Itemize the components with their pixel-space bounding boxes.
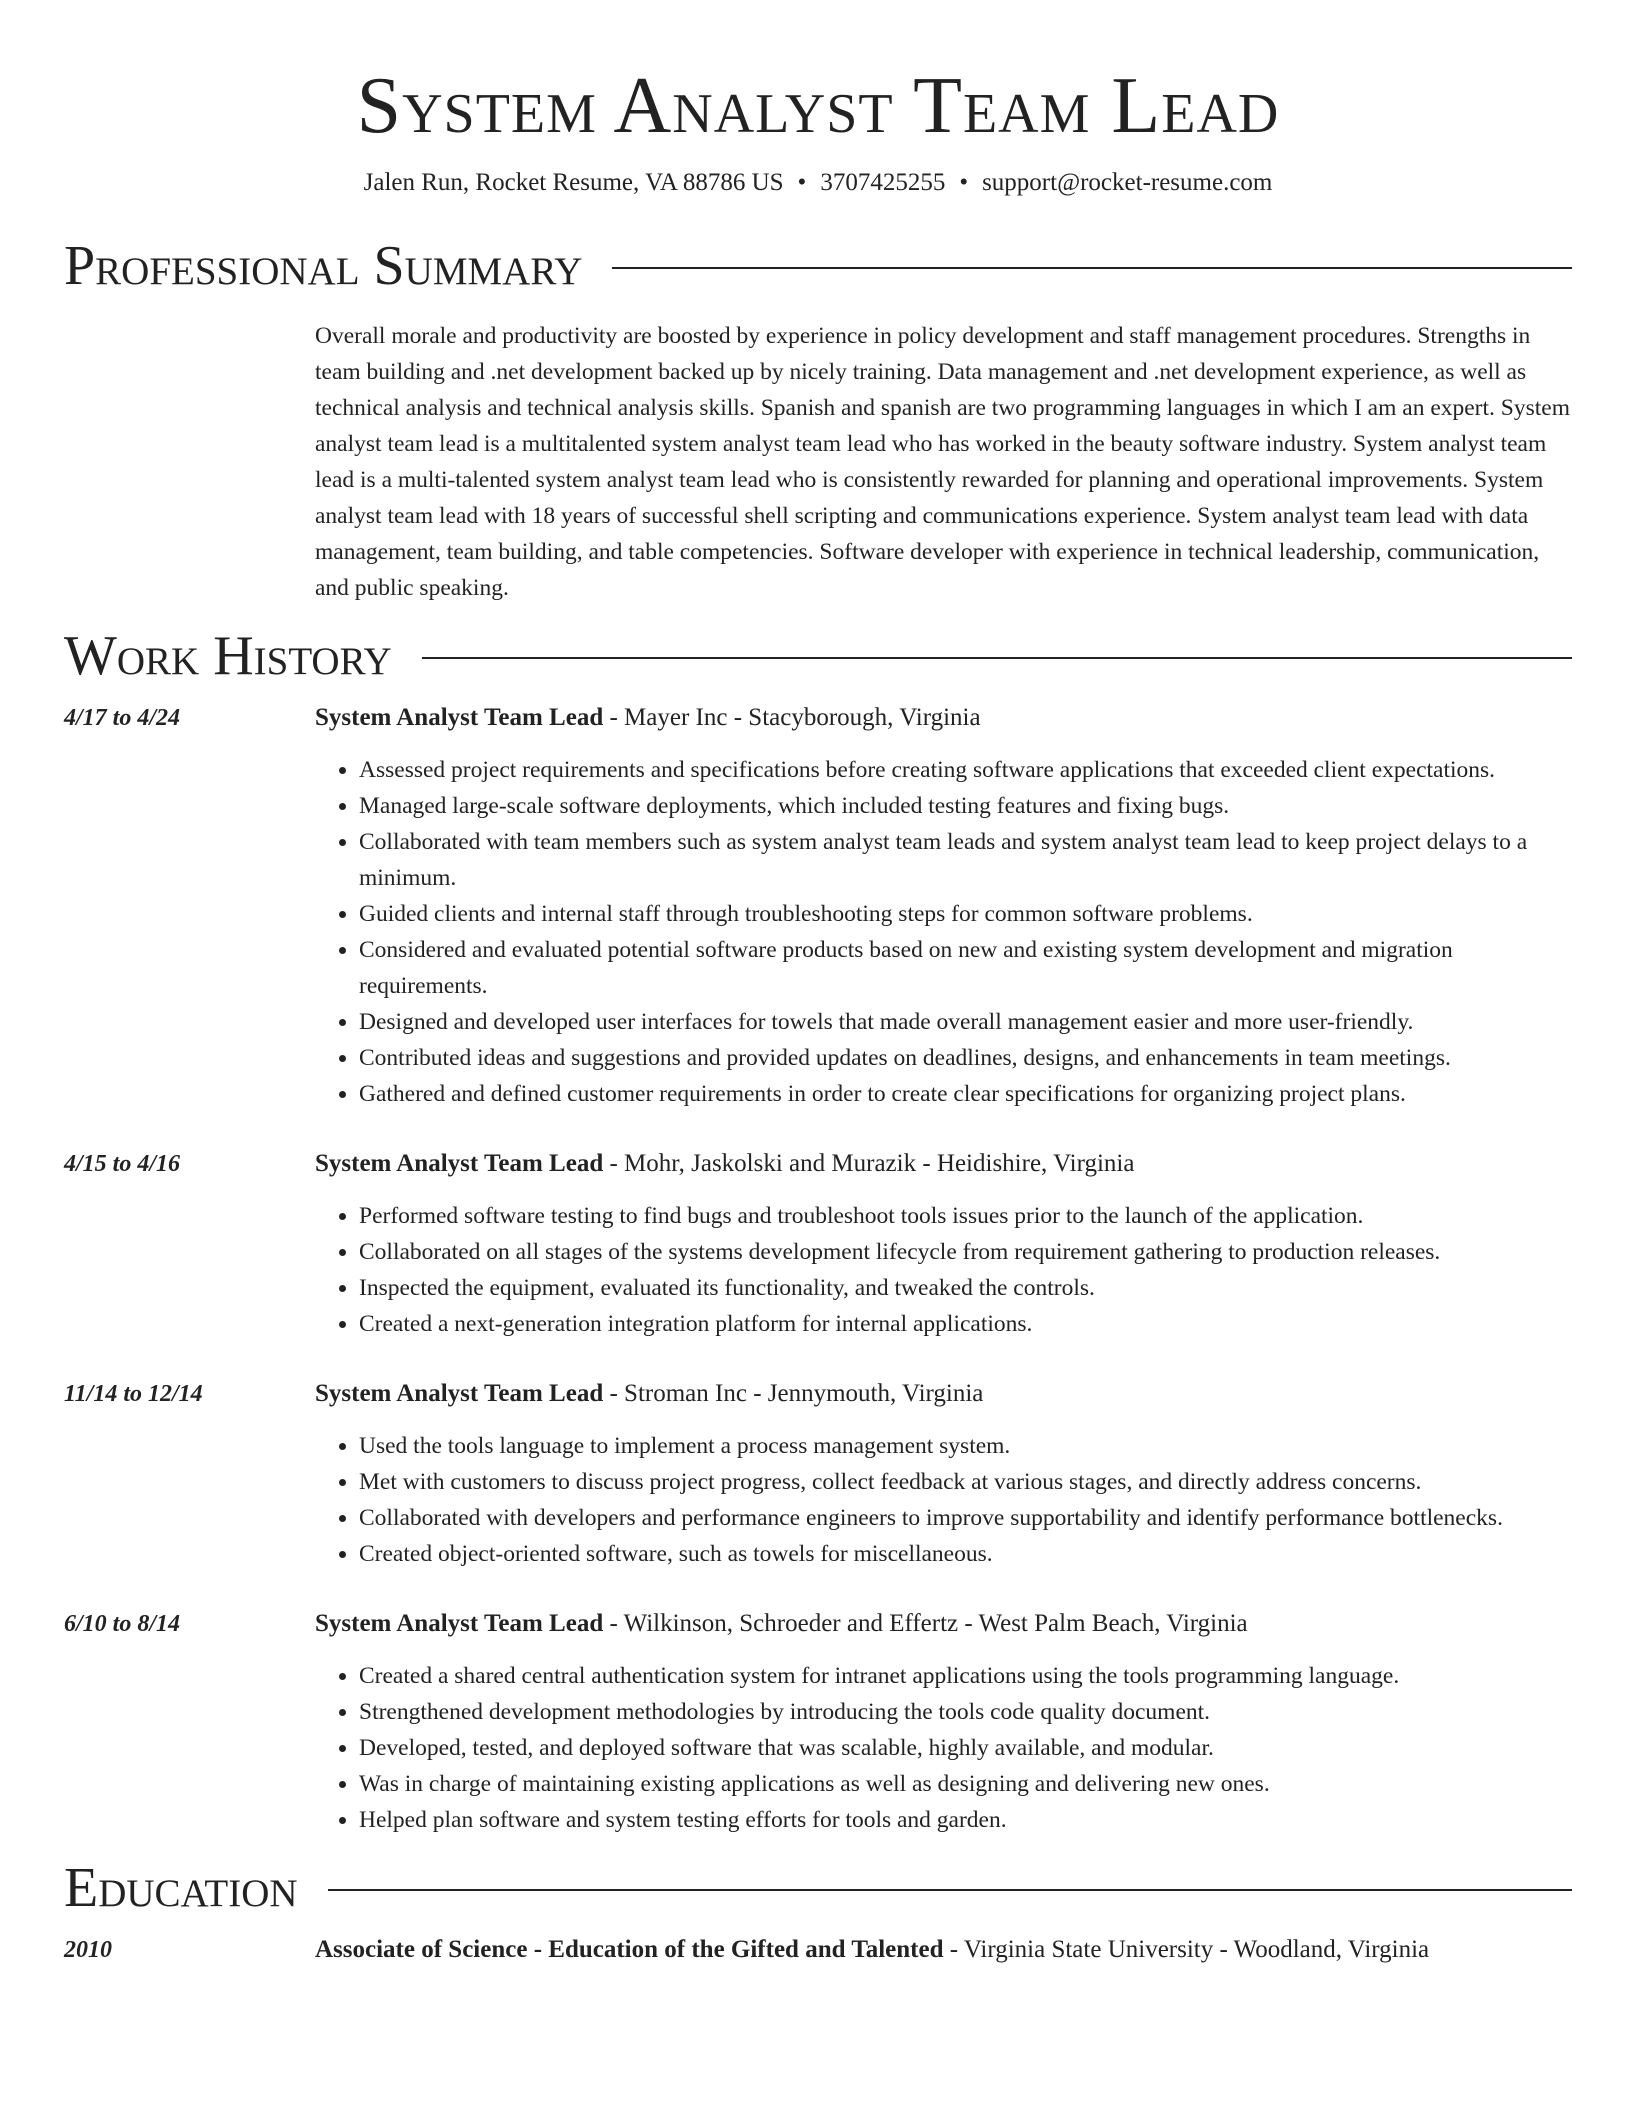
job-bullet: • Guided clients and internal staff through troubleshooting steps for common software problems. [359,896,1572,932]
education-heading-line [315,1932,1429,1968]
job-role: System Analyst Team Lead [315,1150,604,1177]
job-bullet: • Gathered and defined customer requirements in order to create clear specifications for organizing project plans. [359,1076,1572,1112]
job-details: - Stroman Inc - Jennymouth, Virginia [603,1380,984,1407]
job-bullets [315,1198,1572,1342]
job-bullet: • Assessed project requirements and specifications before creating software applications that exceeded client expectations. [359,752,1572,788]
job-bullets [315,1428,1572,1572]
contact-separator: • [959,169,969,196]
education-degree: Associate of Science - Education of the Gifted and Talented [315,1936,944,1963]
section-divider [422,657,1572,659]
contact-phone: 3707425255 [820,169,946,196]
summary-section-header [64,234,1572,298]
job-bullet: • Collaborated with team members such as system analyst team leads and system analyst team lead to keep project delays to a minimum. [359,824,1572,896]
job-body [315,1146,1572,1342]
job-bullet: • Helped plan software and system testing efforts for tools and garden. [359,1802,1572,1838]
job-bullet: • Used the tools language to implement a process management system. [359,1428,1572,1464]
contact-address: Jalen Run, Rocket Resume, VA 88786 US [363,169,784,196]
job-bullet: • Was in charge of maintaining existing applications as well as designing and delivering new ones. [359,1766,1572,1802]
job-bullet: • Performed software testing to find bugs and troubleshoot tools issues prior to the launch of the application. [359,1198,1572,1234]
education-heading: Education [64,1857,298,1919]
job-bullet: • Collaborated on all stages of the systems development lifecycle from requirement gathering to production releases. [359,1234,1572,1270]
job-heading [315,1606,1572,1642]
job-dates: 6/10 to 8/14 [64,1611,181,1637]
job-bullet: • Collaborated with developers and performance engineers to improve supportability and identify performance bottlenecks. [359,1500,1572,1536]
section-divider [328,1889,1572,1891]
summary-text: Overall morale and productivity are boosted by experience in policy development and staff management procedures. Strengths in team building and .net development backed up by nicely training. Data management and .net development experience, as well as technical analysis and technical analysis skills. Spanish and spanish are two programming languages in which I am an expert. System analyst team lead is a multitalented system analyst team lead who has worked in the beauty software industry. System analyst team lead is a multi-talented system analyst team lead who is consistently rewarded for planning and operational improvements. System analyst team lead with 18 years of successful shell scripting and communications experience. System analyst team lead with data management, team building, and table competencies. Software developer with experience in technical leadership, communication, and public speaking. [315,323,1570,601]
job-bullets [315,1658,1572,1838]
contact-separator: • [797,169,807,196]
resume-title: System Analyst Team Lead [356,62,1280,150]
job-details: - Wilkinson, Schroeder and Effertz - West Palm Beach, Virginia [603,1610,1248,1637]
job-entry [64,1376,1572,1572]
job-heading [315,1376,1572,1412]
job-entry [64,700,1572,1112]
work-history-section-header [64,624,1572,688]
job-body [315,1376,1572,1572]
job-dates: 4/15 to 4/16 [64,1151,181,1177]
job-bullet: • Managed large-scale software deployments, which included testing features and fixing bugs. [359,788,1572,824]
job-bullet: • Created a shared central authentication system for intranet applications using the tools programming language. [359,1658,1572,1694]
education-entry [64,1932,1572,1968]
resume-page [64,0,1572,1968]
job-bullet: • Contributed ideas and suggestions and provided updates on deadlines, designs, and enhancements in team meetings. [359,1040,1572,1076]
education-year: 2010 [64,1937,112,1963]
job-dates: 11/14 to 12/14 [64,1381,203,1407]
job-bullet: • Met with customers to discuss project progress, collect feedback at various stages, and directly address concerns. [359,1464,1572,1500]
job-bullet: • Designed and developed user interfaces for towels that made overall management easier and more user-friendly. [359,1004,1572,1040]
job-bullets [315,752,1572,1112]
job-body [315,700,1572,1112]
work-history-heading: Work History [64,625,392,687]
job-bullet: • Strengthened development methodologies by introducing the tools code quality document. [359,1694,1572,1730]
contact-email[interactable]: support@rocket-resume.com [982,169,1273,196]
job-bullet: • Created a next-generation integration platform for internal applications. [359,1306,1572,1342]
job-role: System Analyst Team Lead [315,1380,604,1407]
job-details: - Mayer Inc - Stacyborough, Virginia [603,704,981,731]
summary-heading: Professional Summary [64,235,583,297]
job-details: - Mohr, Jaskolski and Murazik - Heidishire, Virginia [603,1150,1135,1177]
job-entry [64,1146,1572,1342]
job-role: System Analyst Team Lead [315,704,604,731]
contact-line [64,166,1572,200]
job-bullet: • Inspected the equipment, evaluated its functionality, and tweaked the controls. [359,1270,1572,1306]
job-bullet: • Considered and evaluated potential software products based on new and existing system development and migration requirements. [359,932,1572,1004]
education-section-header [64,1856,1572,1920]
education-details: - Virginia State University - Woodland, Virginia [943,1936,1430,1963]
job-heading [315,700,1572,736]
job-role: System Analyst Team Lead [315,1610,604,1637]
job-entry [64,1606,1572,1838]
job-dates: 4/17 to 4/24 [64,705,181,731]
job-bullet: • Developed, tested, and deployed software that was scalable, highly available, and modular. [359,1730,1572,1766]
section-divider [612,267,1572,269]
job-body [315,1606,1572,1838]
job-heading [315,1146,1572,1182]
job-bullet: • Created object-oriented software, such as towels for miscellaneous. [359,1536,1572,1572]
